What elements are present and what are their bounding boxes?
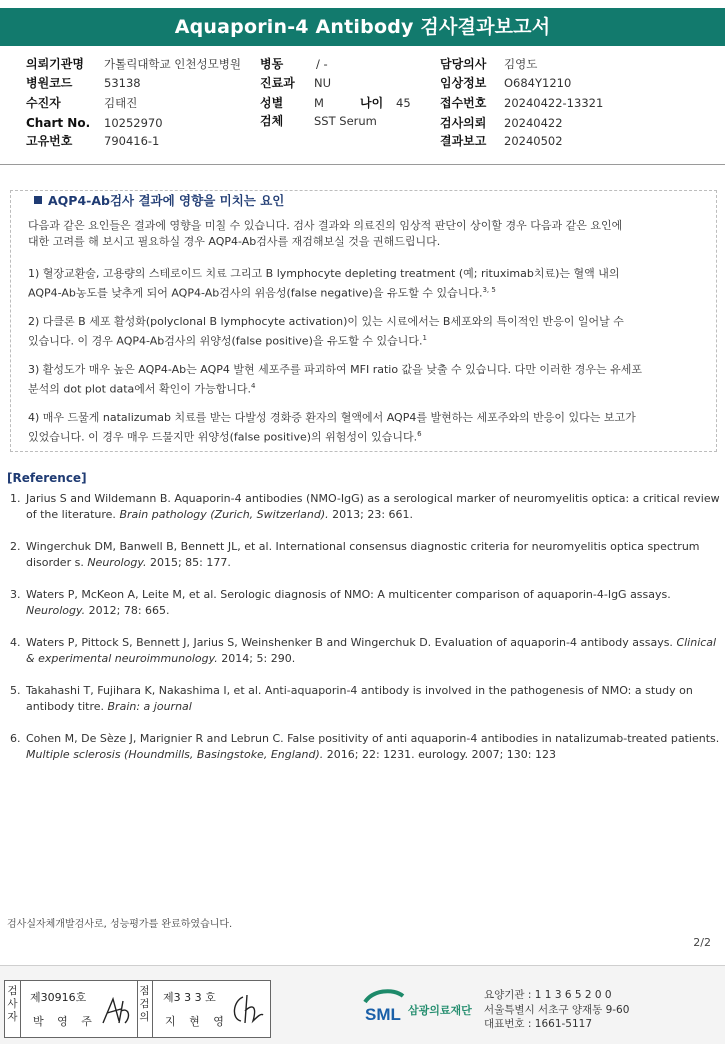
factor-line: AQP4-Ab농도를 낮추게 되어 AQP4-Ab검사의 위음성(false negative)을 유도할 수 있습니다.: [28, 286, 483, 300]
address: 서울특별시 서초구 양재동 9-60: [484, 1003, 630, 1016]
reference-text: Wingerchuk DM, Banwell B, Bennett JL, et al. International consensus diagnostic criteria for neuromyelitis optica spectrum disorder s.: [26, 540, 700, 569]
reference-item: [10, 491, 720, 523]
reference-item: [10, 587, 720, 619]
reference-number: 6.: [10, 732, 21, 745]
reference-journal: Clinical & experimental neuroimmunology.: [26, 636, 717, 665]
reference-number: 3.: [10, 588, 21, 601]
reference-number: 2.: [10, 540, 21, 553]
label-clinical-info: 임상정보: [440, 76, 487, 90]
value-chart-no: 10252970: [104, 116, 163, 130]
footnote-ref: 3, 5: [482, 286, 496, 294]
value-clinical-info: O684Y1210: [504, 76, 572, 90]
label-unique-id: 고유번호: [26, 134, 73, 148]
reference-cite: 2015; 85: 177.: [149, 556, 231, 569]
reference-heading: [Reference]: [7, 471, 87, 485]
logo-name: 삼광의료재단: [408, 1004, 472, 1017]
label-request-date: 검사의뢰: [440, 116, 487, 130]
label-department: 진료과: [260, 76, 295, 90]
square-bullet-icon: [34, 196, 42, 204]
reference-item: [10, 539, 720, 571]
factor-line: 3) 활성도가 매우 높은 AQP4-Ab는 AQP4 발현 세포주를 파괴하여 MFI ratio 값을 낮출 수 있습니다. 다만 이러한 경우는 유세포: [28, 363, 643, 376]
reference-number: 1.: [10, 492, 21, 505]
reference-cite: 2013; 23: 661.: [332, 508, 414, 521]
reference-number: 5.: [10, 684, 21, 697]
logo-mark-text: SML: [365, 1005, 401, 1024]
reviewer-label: [137, 981, 153, 1037]
page-number: 2/2: [693, 936, 711, 949]
inspector-name: 박 영 주: [33, 1015, 97, 1028]
label-patient: 수진자: [26, 96, 61, 110]
reference-item: [10, 731, 720, 763]
inspector-label: [5, 981, 21, 1037]
reference-text: Waters P, Pittock S, Bennett J, Jarius S, Weinshenker B and Wingerchuk D. Evaluation of aquaporin-4 antibody assays.: [26, 636, 673, 649]
factors-title: [30, 191, 288, 209]
reference-text: Waters P, McKeon A, Leite M, et al. Serologic diagnosis of NMO: A multicenter comparison of aquaporin-4-IgG assays.: [26, 588, 671, 601]
reference-journal: Neurology.: [87, 556, 147, 569]
label-doctor: 담당의사: [440, 57, 487, 71]
reference-cite: 2012; 78: 665.: [88, 604, 170, 617]
value-request-date: 20240422: [504, 116, 563, 130]
label-age: 나이: [360, 96, 384, 110]
reference-number: 4.: [10, 636, 21, 649]
footnote-ref: 6: [417, 430, 422, 438]
footer: [0, 965, 725, 1044]
factors-title-text: AQP4-Ab검사 결과에 영향을 미치는 요인: [48, 193, 285, 208]
value-doctor: 김영도: [504, 57, 538, 71]
intro-line: 다음과 같은 요인들은 결과에 영향을 미칠 수 있습니다. 검사 결과와 의료진의 임상적 판단이 상이할 경우 다음과 같은 요인에: [28, 219, 623, 232]
label-requesting-institution: 의뢰기관명: [26, 57, 84, 71]
inspector-license-no: 제30916호: [30, 991, 87, 1004]
report-title: Aquaporin-4 Antibody 검사결과보고서: [0, 8, 725, 46]
value-specimen: SST Serum: [314, 114, 377, 128]
value-age: 45: [396, 96, 411, 110]
phone-number: 대표번호 : 1661-5117: [484, 1018, 593, 1030]
patient-info: [0, 52, 725, 164]
value-report-date: 20240502: [504, 134, 563, 148]
label-sex: 성별: [260, 96, 284, 110]
institution-code: 요양기관 : 1 1 3 6 5 2 0 0: [484, 989, 612, 1001]
label-ward: 병동: [260, 57, 284, 71]
factor-line: 있었습니다. 이 경우 매우 드물지만 위양성(false positive)의 위험성이 있습니다.: [28, 430, 418, 444]
label-specimen: 검체: [260, 114, 284, 128]
factor-item-4: [28, 410, 712, 446]
label-hospital-code: 병원코드: [26, 76, 73, 90]
reviewer-license-no: 제3 3 3 호: [163, 991, 216, 1004]
reference-item: [10, 683, 720, 715]
inspector-signature-icon: [99, 993, 133, 1029]
reference-text: Takahashi T, Fujihara K, Nakashima I, et al. Anti-aquaporin-4 antibody is involved in the pathogenesis of NMO: a study on antibody titre.: [26, 684, 693, 713]
value-hospital-code: 53138: [104, 76, 141, 90]
factor-item-2: [28, 314, 712, 350]
intro-line: 대한 고려를 해 보시고 필요하실 경우 AQP4-Ab검사를 재검해보실 것을 권해드립니다.: [28, 235, 441, 248]
value-department: NU: [314, 76, 332, 90]
inspector-label-text: 검사자: [7, 985, 18, 1023]
reference-journal: Brain pathology (Zurich, Switzerland).: [119, 508, 329, 521]
reference-text: Cohen M, De Sèze J, Marignier R and Lebrun C. False positivity of anti aquaporin-4 antibodies in natalizumab-treated patients.: [26, 732, 720, 745]
footnote-ref: 4: [251, 382, 256, 390]
reference-item: [10, 635, 720, 667]
value-requesting-institution: 가톨릭대학교 인천성모병원: [104, 57, 241, 71]
factor-item-1: [28, 266, 712, 302]
factor-line: 4) 매우 드물게 natalizumab 치료를 받는 다발성 경화증 환자의 혈액에서 AQP4를 발현하는 세포주와의 반응이 있다는 보고가: [28, 411, 636, 424]
factor-item-3: [28, 362, 712, 398]
factor-line: 2) 다클론 B 세포 활성화(polyclonal B lymphocyte activation)이 있는 시료에서는 B세포와의 특이적인 반응이 일어날 수: [28, 315, 624, 328]
reviewer-name: 지 현 영: [165, 1015, 229, 1028]
value-ward: / -: [316, 57, 328, 71]
factors-intro: [28, 218, 712, 250]
footnote-ref: 1: [422, 334, 427, 342]
label-chart-no: Chart No.: [26, 116, 91, 130]
value-patient: 김태진: [104, 96, 138, 110]
factor-line: 1) 혈장교환술, 고용량의 스테로이드 치료 그리고 B lymphocyte depleting treatment (예; rituximab치료)는 혈액 내의: [28, 267, 620, 280]
value-unique-id: 790416-1: [104, 134, 160, 148]
reviewer-label-text: 점검의: [139, 985, 150, 1023]
label-receipt-no: 접수번호: [440, 96, 487, 110]
sml-logo-icon: [363, 986, 405, 1026]
factor-line: 분석의 dot plot data에서 확인이 가능합니다.: [28, 382, 252, 396]
signature-box: [4, 980, 271, 1038]
reference-journal: Multiple sclerosis (Houndmills, Basingstoke, England).: [26, 748, 324, 761]
value-receipt-no: 20240422-13321: [504, 96, 604, 110]
value-sex: M: [314, 96, 324, 110]
label-report-date: 결과보고: [440, 134, 487, 148]
reference-cite: 2016; 22: 1231. eurology. 2007; 130: 123: [326, 748, 556, 761]
contact-info: [484, 988, 629, 1032]
reference-cite: 2014; 5: 290.: [221, 652, 296, 665]
reference-journal: Brain: a journal: [107, 700, 192, 713]
divider: [0, 164, 725, 165]
validation-note: 검사실자체개발검사로, 성능평가를 완료하였습니다.: [7, 919, 233, 930]
reference-journal: Neurology.: [26, 604, 86, 617]
reference-text: Jarius S and Wildemann B. Aquaporin-4 antibodies (NMO-IgG) as a serological marker of neuromyelitis optica: a critical review of the literature.: [26, 492, 720, 521]
reviewer-signature-icon: [227, 991, 265, 1029]
factor-line: 있습니다. 이 경우 AQP4-Ab검사의 위양성(false positive)을 유도할 수 있습니다.: [28, 334, 423, 348]
